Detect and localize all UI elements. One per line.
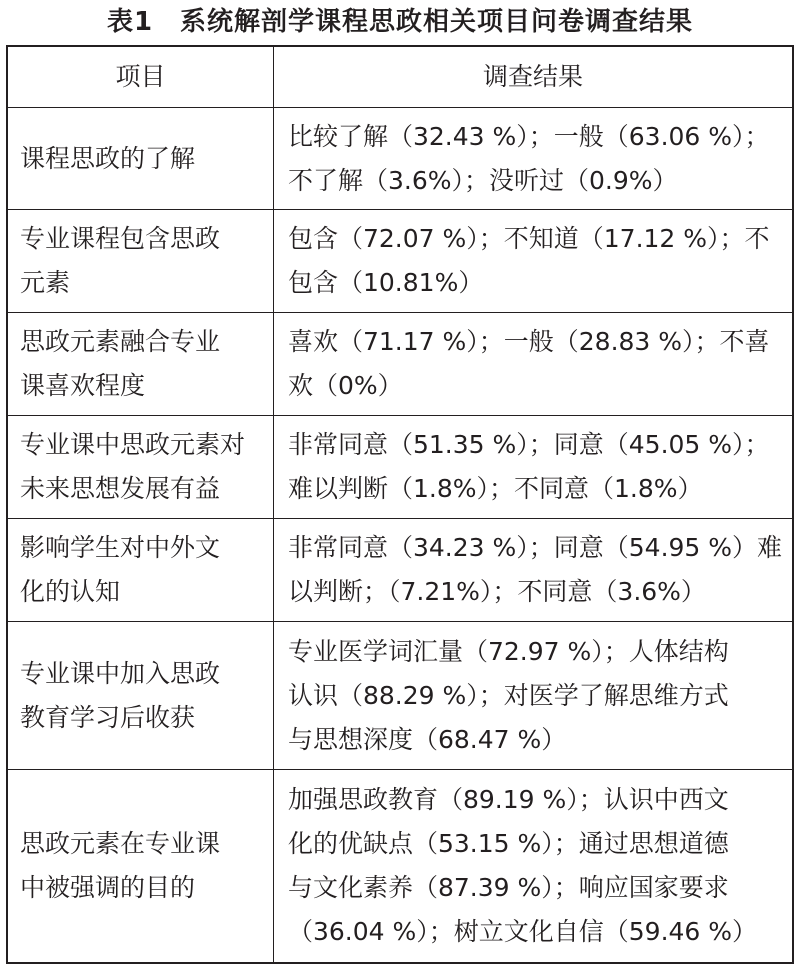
header-item-label: 项目 (115, 62, 166, 91)
result-text: 包含（72.07 %）；不知道（17.12 %）；不 (288, 224, 770, 253)
table-row (8, 209, 792, 312)
result-text: 加强思政教育（89.19 %）；认识中西文 (288, 785, 729, 814)
result-text: 以判断；（7.21%）；不同意（3.6%） (288, 577, 706, 606)
row-item-cell (8, 313, 274, 415)
table-row (8, 312, 792, 415)
result-text: 欢（0%） (288, 371, 403, 400)
row-item-cell (8, 770, 274, 962)
item-text: 元素 (20, 268, 71, 297)
item-text: 课喜欢程度 (20, 371, 146, 400)
result-text: 非常同意（51.35 %）；同意（45.05 %）； (288, 430, 770, 459)
result-text: 化的优缺点（53.15 %）；通过思想道德 (288, 829, 729, 858)
row-result-cell (274, 622, 792, 769)
row-item-cell (8, 210, 274, 312)
row-item-cell (8, 108, 274, 209)
row-result-cell (274, 519, 792, 621)
table-header-row (8, 47, 792, 107)
result-text: 专业医学词汇量（72.97 %）；人体结构 (288, 636, 729, 666)
item-text: 化的认知 (20, 577, 121, 606)
item-text: 未来思想发展有益 (20, 474, 221, 503)
result-text: 非常同意（34.23 %）；同意（54.95 %）难 (288, 533, 783, 562)
result-text: （36.04 %）；树立文化自信（59.46 %） (288, 917, 758, 946)
item-text: 思政元素融合专业 (20, 327, 221, 356)
row-result-cell (274, 416, 792, 518)
table-row (8, 518, 792, 621)
row-item-cell (8, 416, 274, 518)
header-item (8, 47, 274, 107)
item-text: 影响学生对中外文 (20, 533, 221, 562)
row-item-cell (8, 519, 274, 621)
table-row (8, 769, 792, 962)
table-row (8, 415, 792, 518)
result-text: 喜欢（71.17 %）；一般（28.83 %）；不喜 (288, 327, 770, 356)
item-text: 专业课中加入思政 (20, 658, 221, 688)
result-text: 难以判断（1.8%）；不同意（1.8%） (288, 474, 703, 503)
item-text: 专业课中思政元素对 (20, 430, 246, 459)
row-result-cell (274, 210, 792, 312)
item-text: 课程思政的了解 (20, 143, 196, 173)
table-row (8, 107, 792, 209)
result-text: 与思想深度（68.47 %） (288, 724, 567, 754)
table-row (8, 621, 792, 769)
row-item-cell (8, 622, 274, 769)
header-result (274, 47, 792, 107)
row-result-cell (274, 313, 792, 415)
row-result-cell (274, 770, 792, 962)
result-text: 不了解（3.6%）；没听过（0.9%） (288, 165, 678, 195)
header-result-label: 调查结果 (482, 62, 583, 91)
table-caption: 表1 系统解剖学课程思政相关项目问卷调查结果 (106, 7, 694, 37)
item-text: 专业课程包含思政 (20, 224, 221, 253)
item-text: 中被强调的目的 (20, 873, 196, 902)
result-text: 比较了解（32.43 %）；一般（63.06 %）； (288, 121, 770, 151)
row-result-cell (274, 108, 792, 209)
item-text: 教育学习后收获 (20, 702, 196, 732)
item-text: 思政元素在专业课 (20, 829, 221, 858)
result-text: 包含（10.81%） (288, 268, 484, 297)
result-text: 认识（88.29 %）；对医学了解思维方式 (288, 680, 729, 710)
result-text: 与文化素养（87.39 %）；响应国家要求 (288, 873, 729, 902)
survey-results-table (6, 45, 794, 964)
